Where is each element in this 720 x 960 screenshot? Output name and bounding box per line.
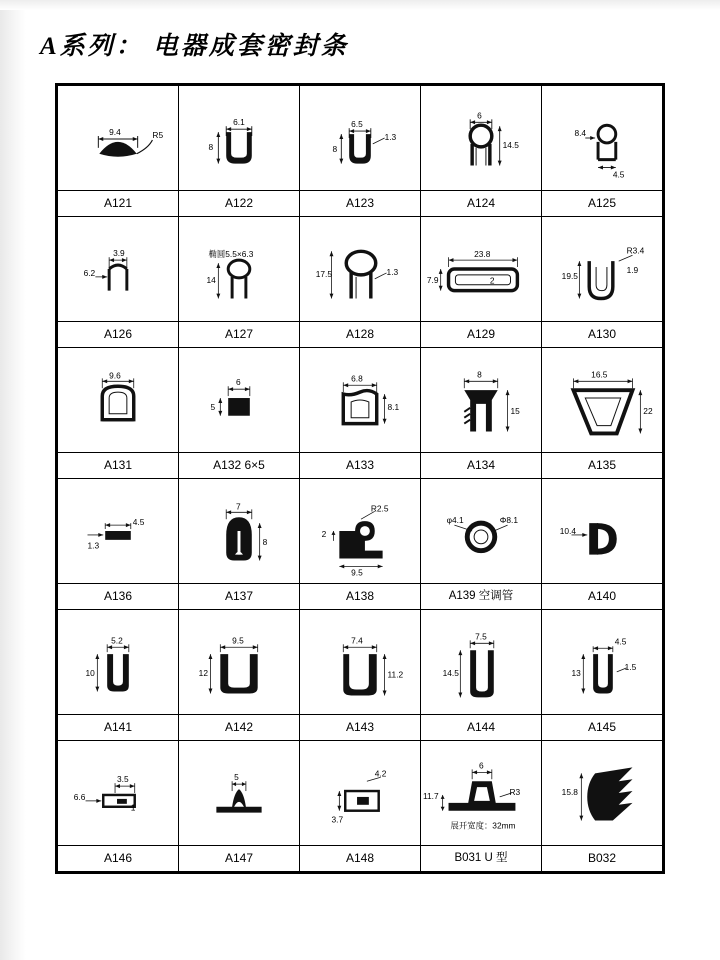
dim-label: 6.5 xyxy=(351,119,363,130)
profile-figure-a147 xyxy=(179,741,299,845)
cell-code-label: A139 空调管 xyxy=(421,583,541,609)
dim-label: 3.5 xyxy=(117,774,129,785)
cell-code-label: A130 xyxy=(542,321,662,347)
dim-label: R2.5 xyxy=(370,503,389,514)
cell-code-label: A148 xyxy=(300,845,420,871)
cell-a146[interactable] xyxy=(58,741,179,872)
dim-label: 1.9 xyxy=(626,264,639,275)
dim-label: 13 xyxy=(571,667,581,678)
dim-label: 11.7 xyxy=(422,790,439,801)
profile-figure-a143 xyxy=(300,610,420,714)
dim-label: 10 xyxy=(85,667,95,678)
dim-label: 4.5 xyxy=(612,169,625,180)
profile-figure-a140 xyxy=(542,479,662,583)
profile-figure-a134 xyxy=(421,348,541,452)
cell-a127[interactable] xyxy=(179,217,300,348)
cell-a134[interactable] xyxy=(421,348,542,479)
page-title: A系列： 电器成套密封条 xyxy=(40,33,349,60)
cell-a132[interactable] xyxy=(179,348,300,479)
cell-code-label: A141 xyxy=(58,714,178,740)
table-row xyxy=(58,610,663,741)
profile-figure-a142 xyxy=(179,610,299,714)
dim-label: 16.5 xyxy=(591,369,608,380)
dim-label: 10.4 xyxy=(559,525,576,536)
dim-label: 8 xyxy=(262,536,268,547)
profile-figure-a126 xyxy=(58,217,178,321)
profile-figure-a138 xyxy=(300,479,420,583)
cell-code-label: A134 xyxy=(421,452,541,478)
cell-a129[interactable] xyxy=(421,217,542,348)
page-edge-shadow-left xyxy=(0,0,26,960)
profile-figure-b032 xyxy=(542,741,662,845)
cell-a138[interactable] xyxy=(300,479,421,610)
dim-label: 1.3 xyxy=(386,266,399,277)
dim-label: 8.1 xyxy=(387,401,400,412)
dim-label: 1.3 xyxy=(87,540,100,551)
cell-a122[interactable] xyxy=(179,86,300,217)
dim-label: 8.4 xyxy=(574,128,587,139)
dim-label: 2 xyxy=(321,528,327,539)
dim-label: 2 xyxy=(489,275,495,286)
dim-label: 14.5 xyxy=(502,139,519,150)
dim-label: Φ8.1 xyxy=(499,515,518,526)
cell-code-label: A144 xyxy=(421,714,541,740)
dim-label: 4.5 xyxy=(614,636,627,647)
dim-label: 7.4 xyxy=(351,635,363,646)
profile-figure-a132 xyxy=(179,348,299,452)
cell-a131[interactable] xyxy=(58,348,179,479)
dim-label: 7.9 xyxy=(426,274,439,285)
dim-label: 6.8 xyxy=(351,373,363,384)
dim-label: 17.5 xyxy=(315,268,333,279)
cell-code-label: A136 xyxy=(58,583,178,609)
cell-code-label: B032 xyxy=(542,845,662,871)
dim-label: 19.5 xyxy=(561,270,578,281)
page-edge-shadow-top xyxy=(0,0,720,10)
cell-a143[interactable] xyxy=(300,610,421,741)
dim-label: 6.2 xyxy=(83,267,96,278)
dim-label: R3.4 xyxy=(626,245,645,256)
cell-code-label: A132 6×5 xyxy=(179,452,299,478)
cell-code-label: A147 xyxy=(179,845,299,871)
dim-label: 6.6 xyxy=(73,791,86,802)
cell-code-label: A124 xyxy=(421,190,541,216)
profile-figure-a148 xyxy=(300,741,420,845)
profile-figure-b031 xyxy=(421,741,541,845)
profile-figure-a123 xyxy=(300,86,420,190)
table-row xyxy=(58,217,663,348)
cell-a121[interactable] xyxy=(58,86,179,217)
dim-label: 15 xyxy=(510,405,520,416)
cell-a133[interactable] xyxy=(300,348,421,479)
dim-label: 展开宽度：32mm xyxy=(450,820,516,831)
table-row xyxy=(58,86,663,217)
profiles-table xyxy=(55,83,665,874)
cell-code-label: A145 xyxy=(542,714,662,740)
dim-label: 23.8 xyxy=(474,249,491,260)
cell-b032[interactable] xyxy=(542,741,663,872)
dim-label: 7.5 xyxy=(475,631,487,642)
profile-figure-a130 xyxy=(542,217,662,321)
dim-label: 12 xyxy=(198,667,208,678)
cell-code-label: A137 xyxy=(179,583,299,609)
cell-code-label: A129 xyxy=(421,321,541,347)
cell-a123[interactable] xyxy=(300,86,421,217)
dim-label: 6 xyxy=(477,110,482,121)
cell-a139[interactable] xyxy=(421,479,542,610)
cell-a124[interactable] xyxy=(421,86,542,217)
cell-a126[interactable] xyxy=(58,217,179,348)
cell-b031[interactable] xyxy=(421,741,542,872)
dim-label: R5 xyxy=(152,130,164,140)
cell-code-label: A131 xyxy=(58,452,178,478)
cell-a147[interactable] xyxy=(179,741,300,872)
dim-label: 5 xyxy=(234,772,239,783)
cell-a130[interactable] xyxy=(542,217,663,348)
profile-figure-a128 xyxy=(300,217,420,321)
cell-code-label: A123 xyxy=(300,190,420,216)
cell-a142[interactable] xyxy=(179,610,300,741)
cell-code-label: A121 xyxy=(58,190,178,216)
cell-code-label: A133 xyxy=(300,452,420,478)
profile-figure-a129 xyxy=(421,217,541,321)
dim-label: 22 xyxy=(643,405,653,416)
cell-a148[interactable] xyxy=(300,741,421,872)
profile-figure-a144 xyxy=(421,610,541,714)
dim-label: 8 xyxy=(477,369,482,380)
dim-label: 6 xyxy=(479,760,484,771)
cell-a136[interactable] xyxy=(58,479,179,610)
profile-figure-a135 xyxy=(542,348,662,452)
cell-a128[interactable] xyxy=(300,217,421,348)
cell-code-label: A122 xyxy=(179,190,299,216)
profile-figure-a131 xyxy=(58,348,178,452)
cell-code-label: A143 xyxy=(300,714,420,740)
profile-figure-a127 xyxy=(179,217,299,321)
dim-label: 5.2 xyxy=(111,635,123,646)
dim-label: 4.5 xyxy=(132,517,145,528)
profile-figure-a124 xyxy=(421,86,541,190)
dim-label: 8 xyxy=(332,143,338,154)
dim-label: 椭圆5.5×6.3 xyxy=(208,249,254,260)
dim-label: 1 xyxy=(130,802,136,813)
cell-a125[interactable] xyxy=(542,86,663,217)
dim-label: 1.5 xyxy=(624,661,637,672)
dim-label: 3.9 xyxy=(113,248,125,259)
dim-label: 11.2 xyxy=(387,669,404,680)
table-row xyxy=(58,348,663,479)
dim-label: 5 xyxy=(210,401,216,412)
dim-label: φ4.1 xyxy=(446,515,464,526)
profile-figure-a139 xyxy=(421,479,541,583)
profile-figure-a146 xyxy=(58,741,178,845)
dim-label: R3 xyxy=(509,786,521,797)
dim-label: 14 xyxy=(206,274,216,285)
dim-label: 1.3 xyxy=(384,131,397,142)
cell-code-label: B031 U 型 xyxy=(421,845,541,871)
cell-code-label: A138 xyxy=(300,583,420,609)
cell-code-label: A142 xyxy=(179,714,299,740)
dim-label: 7 xyxy=(236,501,241,512)
profile-figure-a122 xyxy=(179,86,299,190)
profile-figure-a136 xyxy=(58,479,178,583)
table-row xyxy=(58,741,663,872)
dim-label: 9.5 xyxy=(351,567,363,578)
cell-a135[interactable] xyxy=(542,348,663,479)
profile-figure-a137 xyxy=(179,479,299,583)
profile-figure-a145 xyxy=(542,610,662,714)
cell-code-label: A140 xyxy=(542,583,662,609)
cell-code-label: A128 xyxy=(300,321,420,347)
profile-figure-a121 xyxy=(58,86,178,190)
dim-label: 15.8 xyxy=(561,786,578,797)
dim-label: 9.4 xyxy=(109,127,121,138)
profile-figure-a133 xyxy=(300,348,420,452)
cell-code-label: A125 xyxy=(542,190,662,216)
dim-label: 14.5 xyxy=(442,667,459,678)
cell-code-label: A135 xyxy=(542,452,662,478)
cell-code-label: A146 xyxy=(58,845,178,871)
cell-code-label: A126 xyxy=(58,321,178,347)
dim-label: 9.6 xyxy=(109,370,121,381)
dim-label: 6.1 xyxy=(233,117,245,128)
cell-a145[interactable] xyxy=(542,610,663,741)
dim-label: 3.7 xyxy=(331,814,344,825)
cell-a137[interactable] xyxy=(179,479,300,610)
cell-a144[interactable] xyxy=(421,610,542,741)
table-row xyxy=(58,479,663,610)
dim-label: 4.2 xyxy=(374,768,387,779)
profile-figure-a125 xyxy=(542,86,662,190)
cell-a141[interactable] xyxy=(58,610,179,741)
dim-label: 9.5 xyxy=(232,635,244,646)
profile-figure-a141 xyxy=(58,610,178,714)
dim-label: 8 xyxy=(208,141,214,152)
cell-a140[interactable] xyxy=(542,479,663,610)
dim-label: 6 xyxy=(236,377,241,388)
cell-code-label: A127 xyxy=(179,321,299,347)
